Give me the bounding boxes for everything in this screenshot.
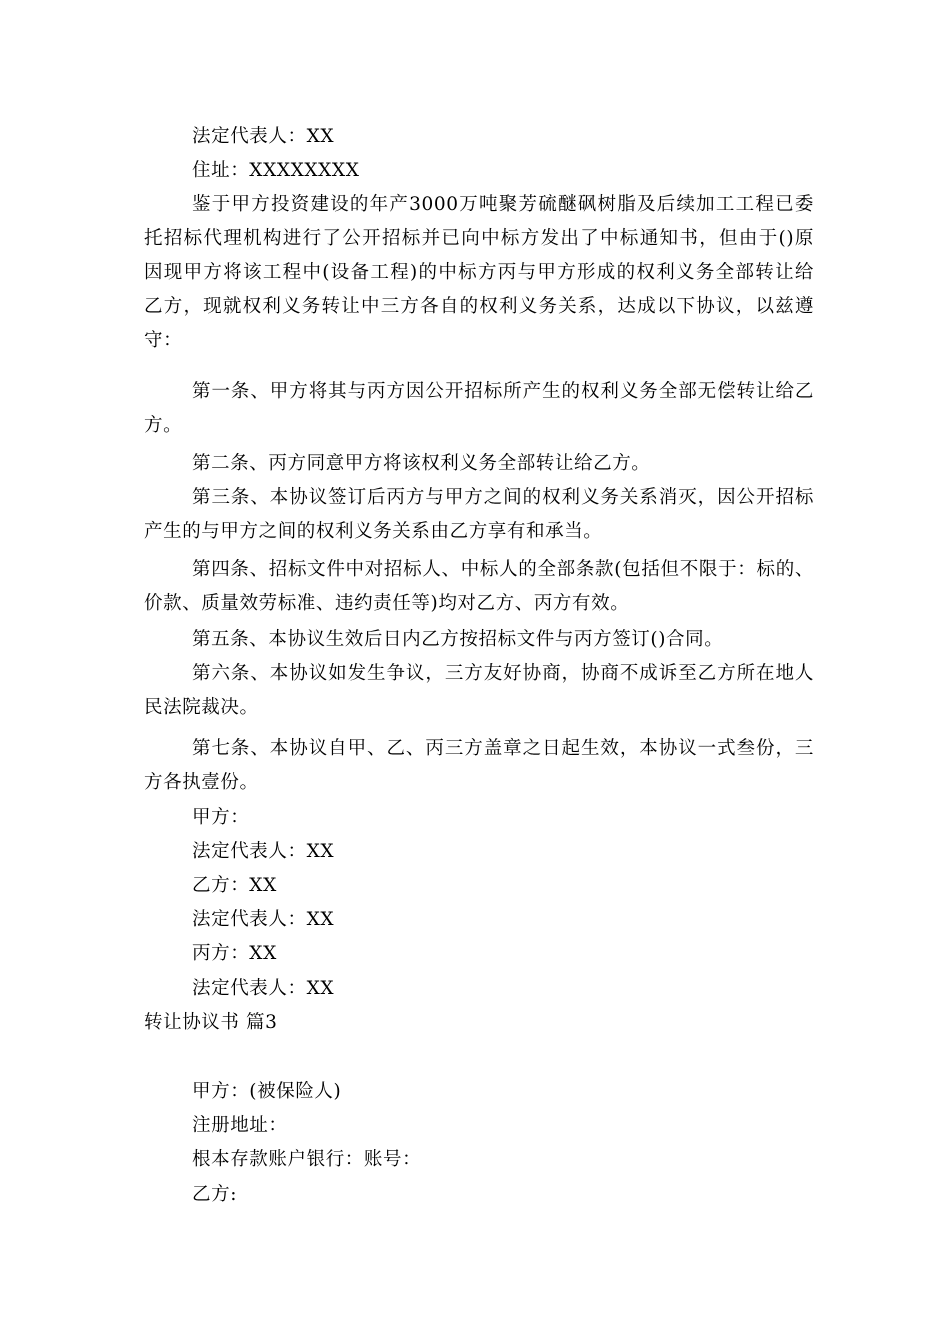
article-7-line: 第七条、本协议自甲、乙、丙三方盖章之日起生效，本协议一式叁份，三: [192, 738, 814, 759]
article-1-line: 第一条、甲方将其与丙方因公开招标所产生的权利义务全部无偿转让给乙: [192, 381, 814, 402]
section3-bank-account: 根本存款账户银行：账号：: [192, 1149, 422, 1170]
address-line: 住址：XXXXXXXX: [192, 160, 360, 181]
article-4-line: 第四条、招标文件中对招标人、中标人的全部条款(包括但不限于：标的、: [192, 559, 814, 580]
article-3-line: 产生的与甲方之间的权利义务关系由乙方享有和承当。: [144, 521, 603, 542]
party-c-legal-rep: 法定代表人：XX: [192, 978, 335, 999]
section3-party-b: 乙方:: [192, 1184, 238, 1205]
intro-line: 鉴于甲方投资建设的年产3000万吨聚芳硫醚砜树脂及后续加工工程已委: [192, 194, 814, 215]
party-a-signature: 甲方：: [192, 807, 250, 828]
article-3-line: 第三条、本协议签订后丙方与甲方之间的权利义务关系消灭，因公开招标: [192, 487, 814, 508]
intro-line: 因现甲方将该工程中(设备工程)的中标方丙与甲方形成的权利义务全部转让给: [144, 262, 814, 283]
article-6-line: 第六条、本协议如发生争议，三方友好协商，协商不成诉至乙方所在地人: [192, 663, 814, 684]
party-a-legal-rep: 法定代表人：XX: [192, 841, 335, 862]
article-4-line: 价款、质量效劳标准、违约责任等)均对乙方、丙方有效。: [144, 593, 630, 614]
article-5-line: 第五条、本协议生效后日内乙方按招标文件与丙方签订()合同。: [192, 629, 724, 650]
party-b-signature: 乙方：XX: [192, 875, 277, 896]
article-1-line: 方。: [144, 415, 183, 436]
party-c-signature: 丙方：XX: [192, 943, 277, 964]
article-2-line: 第二条、丙方同意甲方将该权利义务全部转让给乙方。: [192, 453, 651, 474]
intro-line: 乙方，现就权利义务转让中三方各自的权利义务关系，达成以下协议，以兹遵: [144, 296, 814, 317]
section-title: 转让协议书 篇3: [144, 1012, 278, 1033]
section3-party-a: 甲方：(被保险人): [192, 1081, 342, 1102]
party-b-legal-rep: 法定代表人：XX: [192, 909, 335, 930]
article-7-line: 方各执壹份。: [144, 772, 259, 793]
section3-reg-address: 注册地址：: [192, 1115, 288, 1136]
intro-line: 守：: [144, 330, 183, 351]
article-6-line: 民法院裁决。: [144, 697, 259, 718]
legal-rep-line: 法定代表人：XX: [192, 126, 335, 147]
intro-line: 托招标代理机构进行了公开招标并已向中标方发出了中标通知书，但由于()原: [144, 228, 814, 249]
